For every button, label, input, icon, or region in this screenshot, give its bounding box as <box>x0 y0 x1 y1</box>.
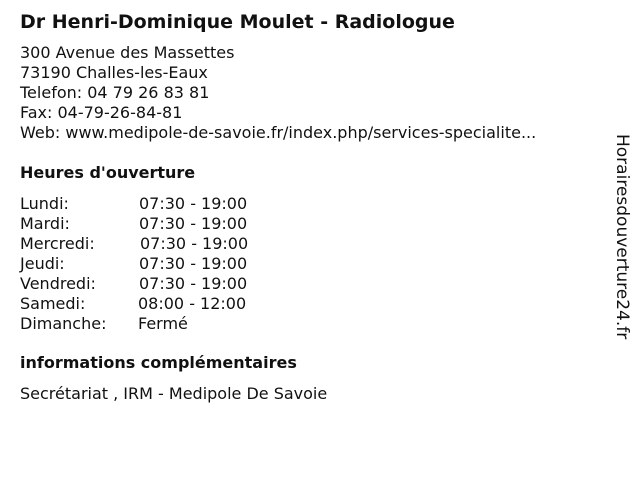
fax-number: Fax: 04-79-26-84-81 <box>20 103 183 122</box>
time-value: 07:30 - 19:00 <box>139 214 248 233</box>
time-value: 08:00 - 12:00 <box>138 294 247 313</box>
day-label: Lundi: <box>20 194 69 213</box>
time-value: Fermé <box>138 314 188 333</box>
day-label: Mercredi: <box>20 234 95 253</box>
time-value: 07:30 - 19:00 <box>139 194 248 213</box>
page-title: Dr Henri-Dominique Moulet - Radiologue <box>20 11 455 33</box>
time-value: 07:30 - 19:00 <box>139 274 248 293</box>
address-block <box>20 43 536 143</box>
day-label: Vendredi: <box>20 274 96 293</box>
additional-info-text: Secrétariat , IRM - Medipole De Savoie <box>20 384 328 403</box>
phone-number[interactable]: Telefon: 04 79 26 83 81 <box>20 83 210 102</box>
additional-info-heading: informations complémentaires <box>20 353 297 372</box>
city-address: 73190 Challes-les-Eaux <box>20 63 208 82</box>
website-link[interactable]: Web: www.medipole-de-savoie.fr/index.php/services-specialite... <box>20 123 537 142</box>
time-value: 07:30 - 19:00 <box>139 254 248 273</box>
day-label: Samedi: <box>20 294 86 313</box>
day-label: Dimanche: <box>20 314 107 333</box>
street-address: 300 Avenue des Massettes <box>20 43 235 62</box>
site-watermark: Horairesdouverture24.fr <box>612 134 632 340</box>
time-value: 07:30 - 19:00 <box>140 234 249 253</box>
day-label: Jeudi: <box>20 254 65 273</box>
day-label: Mardi: <box>20 214 70 233</box>
opening-hours-heading: Heures d'ouverture <box>20 163 196 182</box>
